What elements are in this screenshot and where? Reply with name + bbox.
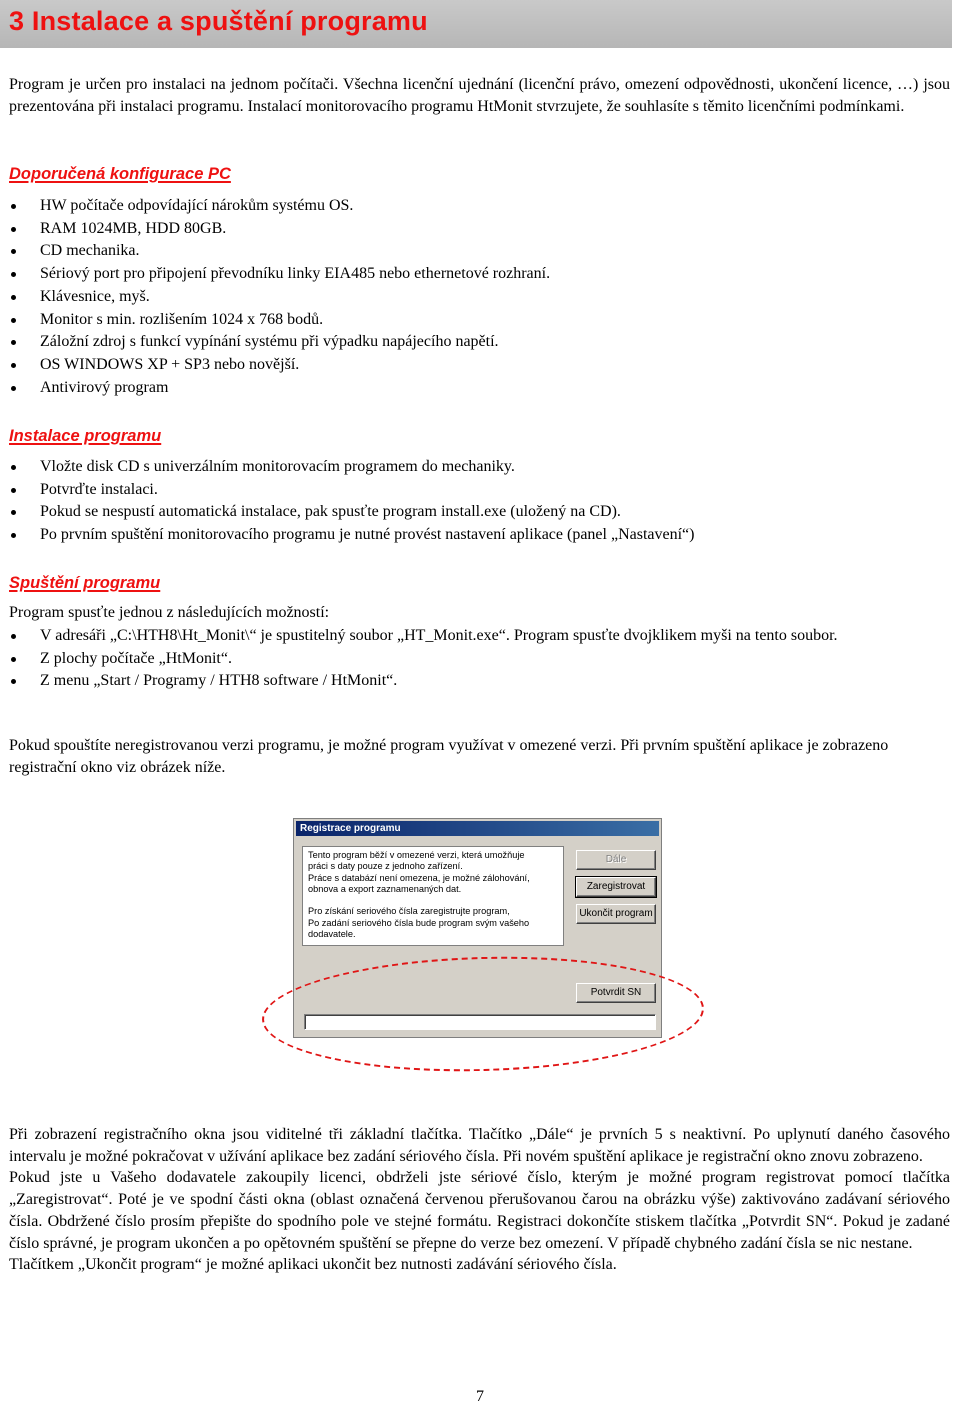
config-list xyxy=(9,195,944,399)
bullet-icon xyxy=(11,340,16,345)
bullet-icon xyxy=(11,363,16,368)
page-number: 7 xyxy=(476,1388,484,1405)
list-item: Antivirový program xyxy=(9,377,944,400)
list-item: Z plochy počítače „HtMonit“. xyxy=(9,648,944,671)
explanation-text xyxy=(9,1124,950,1276)
bullet-icon xyxy=(11,533,16,538)
dialog-message: Tento program běží v omezené verzi, která umožňuje práci s daty pouze z jednoho zařízení. Práce s databází není omezena, je možné zálohování, obnova a export zaznamenaných dat. Pro získání seriového čísla zaregistrujte program, Po zadání seriového čísla bude program svým vašeho dodavatele. xyxy=(302,846,564,946)
bullet-icon xyxy=(11,227,16,232)
bullet-icon xyxy=(11,488,16,493)
explanation-paragraph-1: Při zobrazení registračního okna jsou viditelné tři základní tlačítka. Tlačítko „Dále“ je prvních 5 s neaktivní. Po uplynutí daného časového intervalu je možné pokračovat v užívání aplikace bez zadání sériového čísla. Při novém spuštění aplikace je registrační okno znovu zobrazeno. xyxy=(9,1126,950,1165)
list-item: Vložte disk CD s univerzálním monitorovacím programem do mechaniky. xyxy=(9,456,944,479)
unregistered-paragraph: Pokud spouštíte neregistrovanou verzi programu, je možné program využívat v omezené verzi. Při prvním spuštění aplikace je zobrazeno registrační okno viz obrázek níže. xyxy=(9,737,889,776)
bullet-icon xyxy=(11,679,16,684)
explanation-paragraph-3: Tlačítkem „Ukončit program“ je možné aplikaci ukončit bez nutnosti zadávání sériového čísla. xyxy=(9,1256,617,1274)
install-heading: Instalace programu xyxy=(9,427,162,445)
launch-list xyxy=(9,625,944,693)
confirm-sn-button[interactable]: Potvrdit SN xyxy=(576,983,656,1003)
list-item: V adresáři „C:\HTH8\Ht_Monit\“ je spustitelný soubor „HT_Monit.exe“. Program spusťte dvojklikem myši na tento soubor. xyxy=(9,625,944,648)
explanation-paragraph-2: Pokud jste u Vašeho dodavatele zakoupily licenci, obdrželi jste sériové číslo, kterým je možné program registrovat pomocí tlačítka „Zaregistrovat“. Poté je ve spodní části okna (oblast označená červenou přerušovanou čarou na obrázku výše) zaktivováno zadávaní sériového čísla. Obdržené číslo prosím přepište do spodního pole ve stejné formátu. Registraci dokončíte stiskem tlačítka „Potvrdit SN“. Pokud je zadané číslo správné, je program ukončen a po opětovném spuštění se přepne do verze bez omezení. V případě chybného zadání čísla se nic nestane. xyxy=(9,1169,950,1252)
dialog-titlebar: Registrace programu xyxy=(296,821,659,836)
bullet-icon xyxy=(11,634,16,639)
bullet-icon xyxy=(11,204,16,209)
launch-lead: Program spusťte jednou z následujících možností: xyxy=(9,604,330,621)
intro-paragraph: Program je určen pro instalaci na jednom počítači. Všechna licenční ujednání (licenční právo, omezení odpovědnosti, ukončení licence, …) jsou prezentována při instalaci programu. Instalací monitorovacího programu HtMonit stvrzujete, že souhlasíte s těmito licenčními podmínkami. xyxy=(9,76,950,115)
list-item: Monitor s min. rozlišením 1024 x 768 bodů. xyxy=(9,309,944,332)
bullet-icon xyxy=(11,510,16,515)
list-item: HW počítače odpovídající nárokům systému OS. xyxy=(9,195,944,218)
register-button[interactable]: Zaregistrovat xyxy=(576,877,656,897)
list-item: Záložní zdroj s funkcí vypínání systému při výpadku napájecího napětí. xyxy=(9,331,944,354)
install-list xyxy=(9,456,944,547)
chapter-title: 3 Instalace a spuštění programu xyxy=(9,6,428,36)
bullet-icon xyxy=(11,318,16,323)
bullet-icon xyxy=(11,295,16,300)
launch-heading: Spuštění programu xyxy=(9,574,161,592)
bullet-icon xyxy=(11,465,16,470)
list-item: Pokud se nespustí automatická instalace, pak spusťte program install.exe (uložený na CD). xyxy=(9,501,944,524)
list-item: Klávesnice, myš. xyxy=(9,286,944,309)
config-heading: Doporučená konfigurace PC xyxy=(9,165,231,183)
list-item: Sériový port pro připojení převodníku linky EIA485 nebo ethernetové rozhraní. xyxy=(9,263,944,286)
bullet-icon xyxy=(11,249,16,254)
quit-program-button[interactable]: Ukončit program xyxy=(576,904,656,924)
list-item: OS WINDOWS XP + SP3 nebo novější. xyxy=(9,354,944,377)
list-item: RAM 1024MB, HDD 80GB. xyxy=(9,218,944,241)
list-item: Po prvním spuštění monitorovacího programu je nutné provést nastavení aplikace (panel „Nastavení“) xyxy=(9,524,944,547)
bullet-icon xyxy=(11,272,16,277)
bullet-icon xyxy=(11,657,16,662)
bullet-icon xyxy=(11,386,16,391)
list-item: Z menu „Start / Programy / HTH8 software / HtMonit“. xyxy=(9,670,944,693)
list-item: Potvrďte instalaci. xyxy=(9,479,944,502)
next-button[interactable]: Dále xyxy=(576,850,656,870)
list-item: CD mechanika. xyxy=(9,240,944,263)
